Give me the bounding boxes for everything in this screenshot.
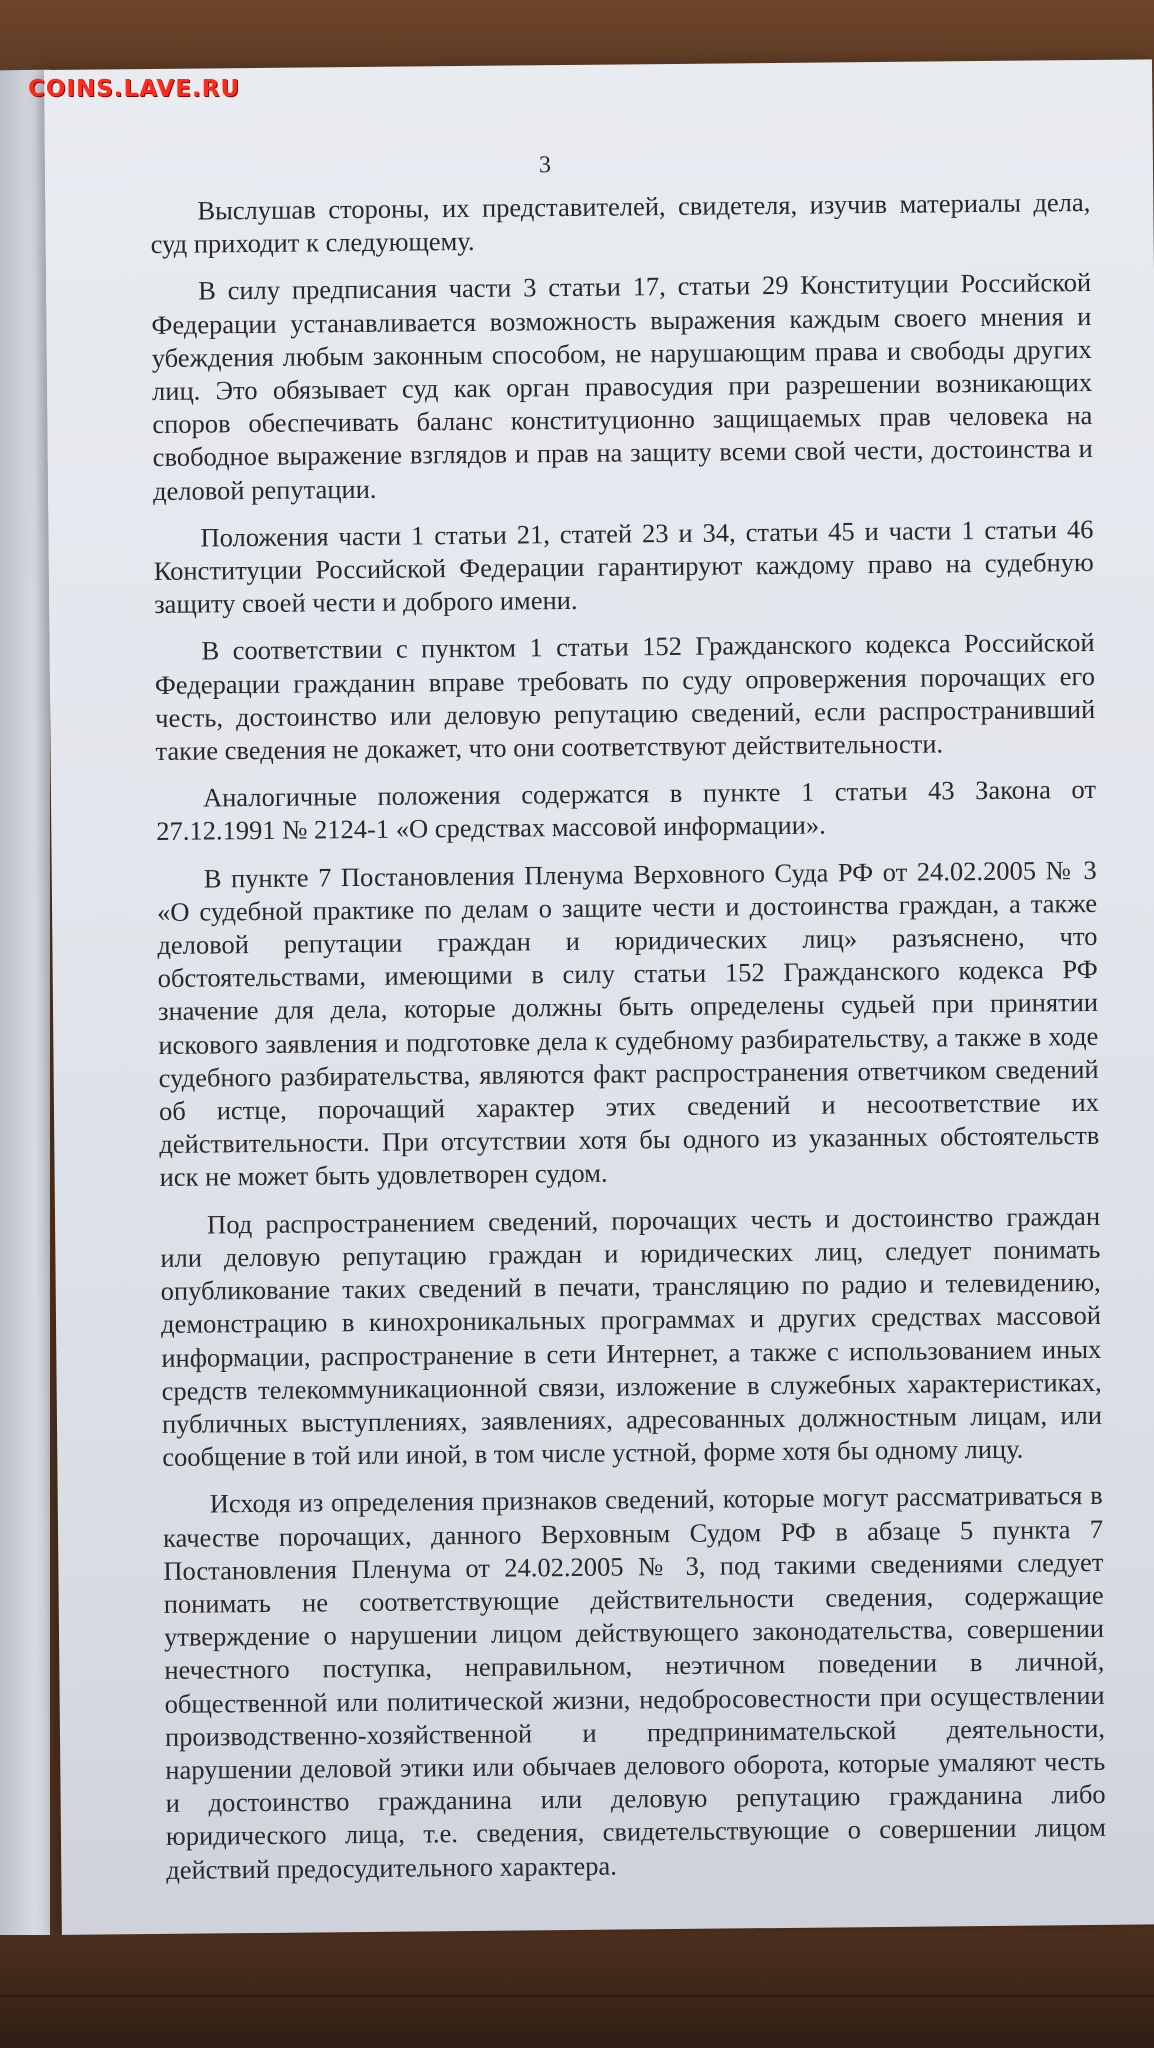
document-page xyxy=(44,59,1154,1935)
page-number: 3 xyxy=(538,152,552,179)
paragraph-3: Положения части 1 статьи 21, статей 23 и 34, статьи 45 и части 1 статьи 46 Конституции Российской Федерации гарантируют каждому право на судебную защиту своей чести и доброго имени. xyxy=(153,513,1094,620)
paragraph-4: В соответствии с пунктом 1 статьи 152 Гражданского кодекса Российской Федерации гражданин вправе требовать по суду опровержения порочащих его честь, достоинство или деловую репутацию сведений, если распространивший такие сведения не докажет, что они соответствуют действительности. xyxy=(154,627,1096,767)
document-body xyxy=(150,186,1106,1901)
paragraph-1: Выслушав стороны, их представителей, свидетеля, изучив материалы дела, суд приходит к следующему. xyxy=(150,186,1091,260)
paragraph-6: В пункте 7 Постановления Пленума Верховного Суда РФ от 24.02.2005 № 3 «О судебной практике по делам о защите чести и достоинства граждан, а также деловой репутации граждан и юридических лиц» разъяснено, что обстоятельствами, имеющими в силу статьи 152 Гражданского кодекса РФ значение для дела, которые должны быть определены судьей при принятии искового заявления и подготовке дела к судебному разбирательству, а также в ходе судебного разбирательства, являются факт распространения ответчиком сведений об истце, порочащий характер этих сведений и несоответствие их действительности. При отсутствии хотя бы одного из указанных обстоятельств иск не может быть удовлетворен судом. xyxy=(156,854,1100,1193)
site-watermark: COINS.LAVE.RU xyxy=(28,76,241,102)
desk-surface xyxy=(0,1935,1154,2048)
paragraph-8: Исходя из определения признаков сведений, которые могут рассматриваться в качестве порочащих, данного Верховным Судом РФ в абзаце 5 пункта 7 Постановления Пленума от 24.02.2005 № 3, под такими сведениями следует понимать не соответствующие действительности сведения, содержащие утверждение о нарушении лицом действующего законодательства, совершении нечестного поступка, неправильном, неэтичном поведении в личной, общественной или политической жизни, недобросовестности при осуществлении производственно-хозяйственной и предпринимательской деятельности, нарушении деловой этики или обычаев делового оборота, которые умаляют честь и достоинство гражданина или деловую репутацию гражданина либо юридического лица, т.е. сведения, свидетельствующие о совершении лицом действий предосудительного характера. xyxy=(162,1480,1107,1885)
paragraph-5: Аналогичные положения содержатся в пункте 1 статьи 43 Закона от 27.12.1991 № 2124-1 «О средствах массовой информации». xyxy=(156,774,1097,847)
paper-left-edge xyxy=(0,70,50,1941)
paragraph-2: В силу предписания части 3 статьи 17, статьи 29 Конституции Российской Федерации устанавливается возможность выражения каждым своего мнения и убеждения любым законным способом, не нарушающим права и свободы других лиц. Это обязывает суд как орган правосудия при разрешении возникающих споров обеспечивать баланс конституционно защищаемых прав человека на свободное выражение взглядов и прав на защиту всеми свой чести, достоинства и деловой репутации. xyxy=(151,267,1093,506)
desk-grain-line xyxy=(0,1995,1154,1997)
paragraph-7: Под распространением сведений, порочащих честь и достоинство граждан или деловую репутацию граждан и юридических лиц, следует понимать опубликование таких сведений в печати, трансляцию по радио и телевидению, демонстрацию в кинохроникальных программах и других средствах массовой информации, распространение в сети Интернет, а также с использованием иных средств телекоммуникационной связи, изложение в служебных характеристиках, публичных выступлениях, заявлениях, адресованных должностным лицам, или сообщение в той или иной, в том числе устной, форме хотя бы одному лицу. xyxy=(160,1200,1103,1473)
